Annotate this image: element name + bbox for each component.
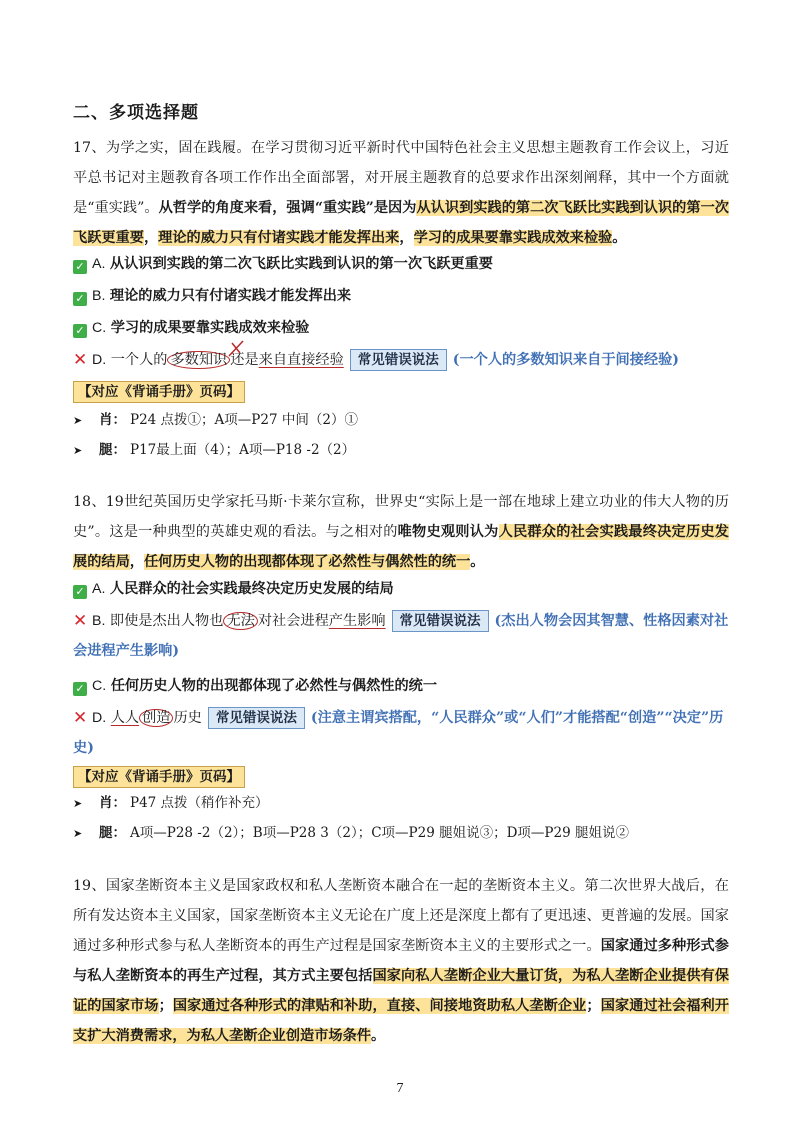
- underlined-phrase: 来自直接经验: [258, 352, 344, 368]
- strike-mark-icon: [226, 339, 246, 359]
- circled-word: 创造: [139, 709, 173, 727]
- wrong-cross-icon: ✕: [73, 350, 88, 370]
- q18-option-b: ✕ B. 即使是杰出人物也 无法 对社会进程产生影响 常见错误说法 (杰出人物会因其智慧、性格因素对社会进程产生影响): [73, 606, 733, 666]
- circled-word: 无法: [223, 612, 257, 630]
- question-17-stem: 17、为学之实，固在践履。在学习贯彻习近平新时代中国特色社会主义思想主题教育工作会议上，习近平总书记对主题教育各项工作作出全面部署，对开展主题教育的总要求作出深刻阐释，其中一个方面就是“重实践”。从哲学的角度来看，强调“重实践”是因为从认识到实践的第二次飞跃比实践到认识的第一次飞跃更重要，理论的威力只有付诸实践才能发挥出来，学习的成果要靠实践成效来检验。: [73, 140, 729, 246]
- reference-line: ➤ 腿： A项—P28 -2（2）；B项—P28 3（2）；C项—P29 腿姐说③；D项—P29 腿姐说②: [73, 818, 629, 849]
- reference-label: 【对应《背诵手册》页码】: [73, 766, 245, 788]
- common-error-badge: 常见错误说法: [350, 349, 447, 371]
- correct-check-icon: ✓: [73, 682, 87, 696]
- bullet-arrow-icon: ➤: [73, 444, 83, 457]
- q17-option-a: ✓ A. 从认识到实践的第二次飞跃比实践到认识的第一次飞跃更重要: [73, 249, 733, 279]
- q18-option-d: ✕ D. 人人 创造 历史 常见错误说法 (注意主谓宾搭配，“人民群众”或“人们”才能搭配“创造”“决定”历史): [73, 703, 733, 763]
- question-18-stem: 18、19世纪英国历史学家托马斯·卡莱尔宣称，世界史“实际上是一部在地球上建立功业的伟大人物的历史”。这是一种典型的英雄史观的看法。与之相对的唯物史观则认为人民群众的社会实践最终决定历史发展的结局，任何历史人物的出现都体现了必然性与偶然性的统一。: [73, 494, 729, 570]
- common-error-badge: 常见错误说法: [208, 707, 305, 729]
- bullet-arrow-icon: ➤: [73, 827, 83, 840]
- page-number: 7: [396, 1081, 404, 1096]
- reference-line: ➤ 肖： P47 点拨（稍作补充）: [73, 788, 269, 819]
- q18-option-a: ✓ A. 人民群众的社会实践最终决定历史发展的结局: [73, 574, 733, 604]
- q17-option-c: ✓ C. 学习的成果要靠实践成效来检验: [73, 313, 733, 343]
- common-error-badge: 常见错误说法: [392, 610, 489, 632]
- correction-note: (杰出人物会因其智慧、性格因素对社会进程产生影响): [73, 613, 729, 659]
- correction-note: (一个人的多数知识来自于间接经验): [452, 352, 680, 368]
- section-title: 二、多项选择题: [73, 103, 199, 123]
- reference-line: ➤ 肖： P24 点拨①；A项—P27 中间（2）①: [73, 405, 358, 436]
- reference-label: 【对应《背诵手册》页码】: [73, 381, 245, 403]
- correct-check-icon: ✓: [73, 260, 87, 274]
- correct-check-icon: ✓: [73, 292, 87, 306]
- underlined-phrase: 人人: [110, 710, 140, 726]
- q18-option-c: ✓ C. 任何历史人物的出现都体现了必然性与偶然性的统一: [73, 671, 733, 701]
- correct-check-icon: ✓: [73, 585, 87, 599]
- reference-line: ➤ 腿： P17最上面（4）；A项—P18 -2（2）: [73, 435, 355, 466]
- question-19-stem: 19、国家垄断资本主义是国家政权和私人垄断资本融合在一起的垄断资本主义。第二次世界大战后，在所有发达资本主义国家，国家垄断资本主义无论在广度上还是深度上都有了更迅速、更普遍的发展。国家通过多种形式参与私人垄断资本的再生产过程是国家垄断资本主义的主要形式之一。国家通过多种形式参与私人垄断资本的再生产过程，其方式主要包括国家向私人垄断企业大量订货，为私人垄断企业提供有保证的国家市场；国家通过各种形式的津贴和补助，直接、间接地资助私人垄断企业；国家通过社会福利开支扩大消费需求，为私人垄断企业创造市场条件。: [73, 878, 729, 1044]
- correction-note: (注意主谓宾搭配，“人民群众”或“人们”才能搭配“创造”“决定”历史): [73, 710, 724, 756]
- bullet-arrow-icon: ➤: [73, 414, 83, 427]
- q17-option-b: ✓ B. 理论的威力只有付诸实践才能发挥出来: [73, 281, 733, 311]
- bullet-arrow-icon: ➤: [73, 797, 83, 810]
- wrong-cross-icon: ✕: [73, 708, 88, 728]
- underlined-phrase: 产生影响: [328, 613, 386, 629]
- circled-word: 多数知识: [167, 351, 230, 369]
- q17-option-d: ✕ D. 一个人的 多数知识 还是来自直接经验 常见错误说法 (一个人的多数知识来自于间接经验): [73, 345, 733, 375]
- wrong-cross-icon: ✕: [73, 611, 88, 631]
- correct-check-icon: ✓: [73, 324, 87, 338]
